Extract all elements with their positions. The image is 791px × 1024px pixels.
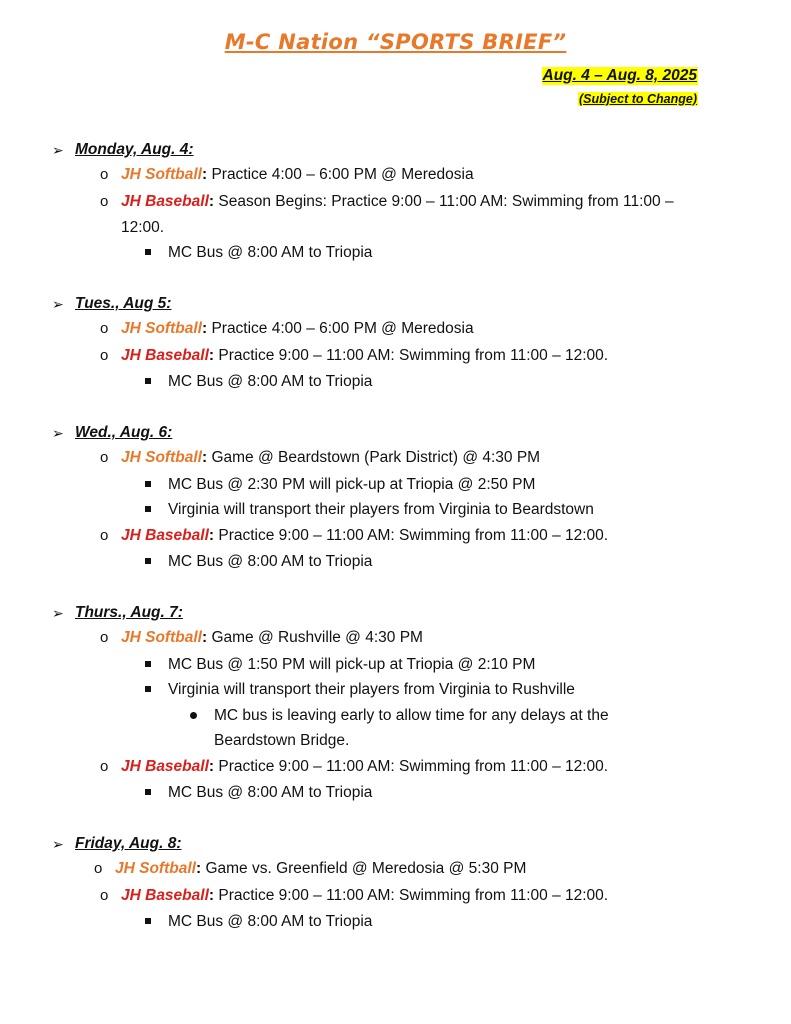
sub-item: MC Bus @ 8:00 AM to Triopia — [168, 913, 373, 930]
circle-bullet-icon: o — [94, 860, 103, 877]
circle-bullet-icon: o — [100, 193, 109, 210]
sub-item: MC Bus @ 8:00 AM to Triopia — [168, 553, 373, 570]
sub-item: MC Bus @ 1:50 PM will pick-up at Triopia @ 2:10 PM — [168, 656, 536, 673]
arrow-bullet-icon: ➢ — [52, 296, 64, 312]
day-heading-friday: Friday, Aug. 8: — [75, 835, 182, 852]
circle-bullet-icon: o — [100, 758, 109, 775]
square-bullet-icon — [145, 481, 151, 487]
circle-bullet-icon: o — [100, 449, 109, 466]
sub-item: MC Bus @ 8:00 AM to Triopia — [168, 244, 373, 261]
date-range: Aug. 4 – Aug. 8, 2025 — [542, 67, 697, 84]
circle-bullet-icon: o — [100, 320, 109, 337]
softball-entry-tuesday: JH Softball: Practice 4:00 – 6:00 PM @ Meredosia — [121, 320, 474, 337]
sub-item: MC Bus @ 8:00 AM to Triopia — [168, 373, 373, 390]
sub-item: MC Bus @ 8:00 AM to Triopia — [168, 784, 373, 801]
square-bullet-icon — [145, 789, 151, 795]
sub-sub-item-cont: Beardstown Bridge. — [214, 732, 350, 749]
softball-entry-thursday: JH Softball: Game @ Rushville @ 4:30 PM — [121, 629, 423, 646]
day-heading-tuesday: Tues., Aug 5: — [75, 295, 172, 312]
sub-item: Virginia will transport their players from Virginia to Rushville — [168, 681, 575, 698]
baseball-entry-wednesday: JH Baseball: Practice 9:00 – 11:00 AM: Swimming from 11:00 – 12:00. — [121, 527, 609, 544]
document-title: M-C Nation “SPORTS BRIEF” — [224, 30, 567, 54]
arrow-bullet-icon: ➢ — [52, 142, 64, 158]
baseball-entry-thursday: JH Baseball: Practice 9:00 – 11:00 AM: Swimming from 11:00 – 12:00. — [121, 758, 609, 775]
softball-entry-wednesday: JH Softball: Game @ Beardstown (Park District) @ 4:30 PM — [121, 449, 541, 466]
day-heading-thursday: Thurs., Aug. 7: — [75, 604, 183, 621]
circle-bullet-icon: o — [100, 347, 109, 364]
subject-note: (Subject to Change) — [578, 92, 697, 106]
circle-bullet-icon: o — [100, 887, 109, 904]
arrow-bullet-icon: ➢ — [52, 425, 64, 441]
baseball-entry-friday: JH Baseball: Practice 9:00 – 11:00 AM: Swimming from 11:00 – 12:00. — [121, 887, 609, 904]
sub-item: MC Bus @ 2:30 PM will pick-up at Triopia @ 2:50 PM — [168, 476, 536, 493]
square-bullet-icon — [145, 249, 151, 255]
sub-sub-item: MC bus is leaving early to allow time for any delays at the — [214, 707, 609, 724]
square-bullet-icon — [145, 378, 151, 384]
softball-entry-friday: JH Softball: Game vs. Greenfield @ Meredosia @ 5:30 PM — [115, 860, 527, 877]
square-bullet-icon — [145, 558, 151, 564]
baseball-entry-monday: JH Baseball: Season Begins: Practice 9:00 – 11:00 AM: Swimming from 11:00 – — [121, 193, 674, 210]
day-heading-wednesday: Wed., Aug. 6: — [75, 424, 173, 441]
arrow-bullet-icon: ➢ — [52, 605, 64, 621]
arrow-bullet-icon: ➢ — [52, 836, 64, 852]
square-bullet-icon — [145, 918, 151, 924]
round-bullet-icon — [190, 712, 197, 719]
square-bullet-icon — [145, 661, 151, 667]
day-heading-monday: Monday, Aug. 4: — [75, 141, 194, 158]
baseball-entry-monday-cont: 12:00. — [121, 219, 165, 236]
softball-entry-monday: JH Softball: Practice 4:00 – 6:00 PM @ Meredosia — [121, 166, 474, 183]
circle-bullet-icon: o — [100, 166, 109, 183]
square-bullet-icon — [145, 506, 151, 512]
sub-item: Virginia will transport their players from Virginia to Beardstown — [168, 501, 594, 518]
square-bullet-icon — [145, 686, 151, 692]
baseball-entry-tuesday: JH Baseball: Practice 9:00 – 11:00 AM: Swimming from 11:00 – 12:00. — [121, 347, 609, 364]
circle-bullet-icon: o — [100, 629, 109, 646]
circle-bullet-icon: o — [100, 527, 109, 544]
